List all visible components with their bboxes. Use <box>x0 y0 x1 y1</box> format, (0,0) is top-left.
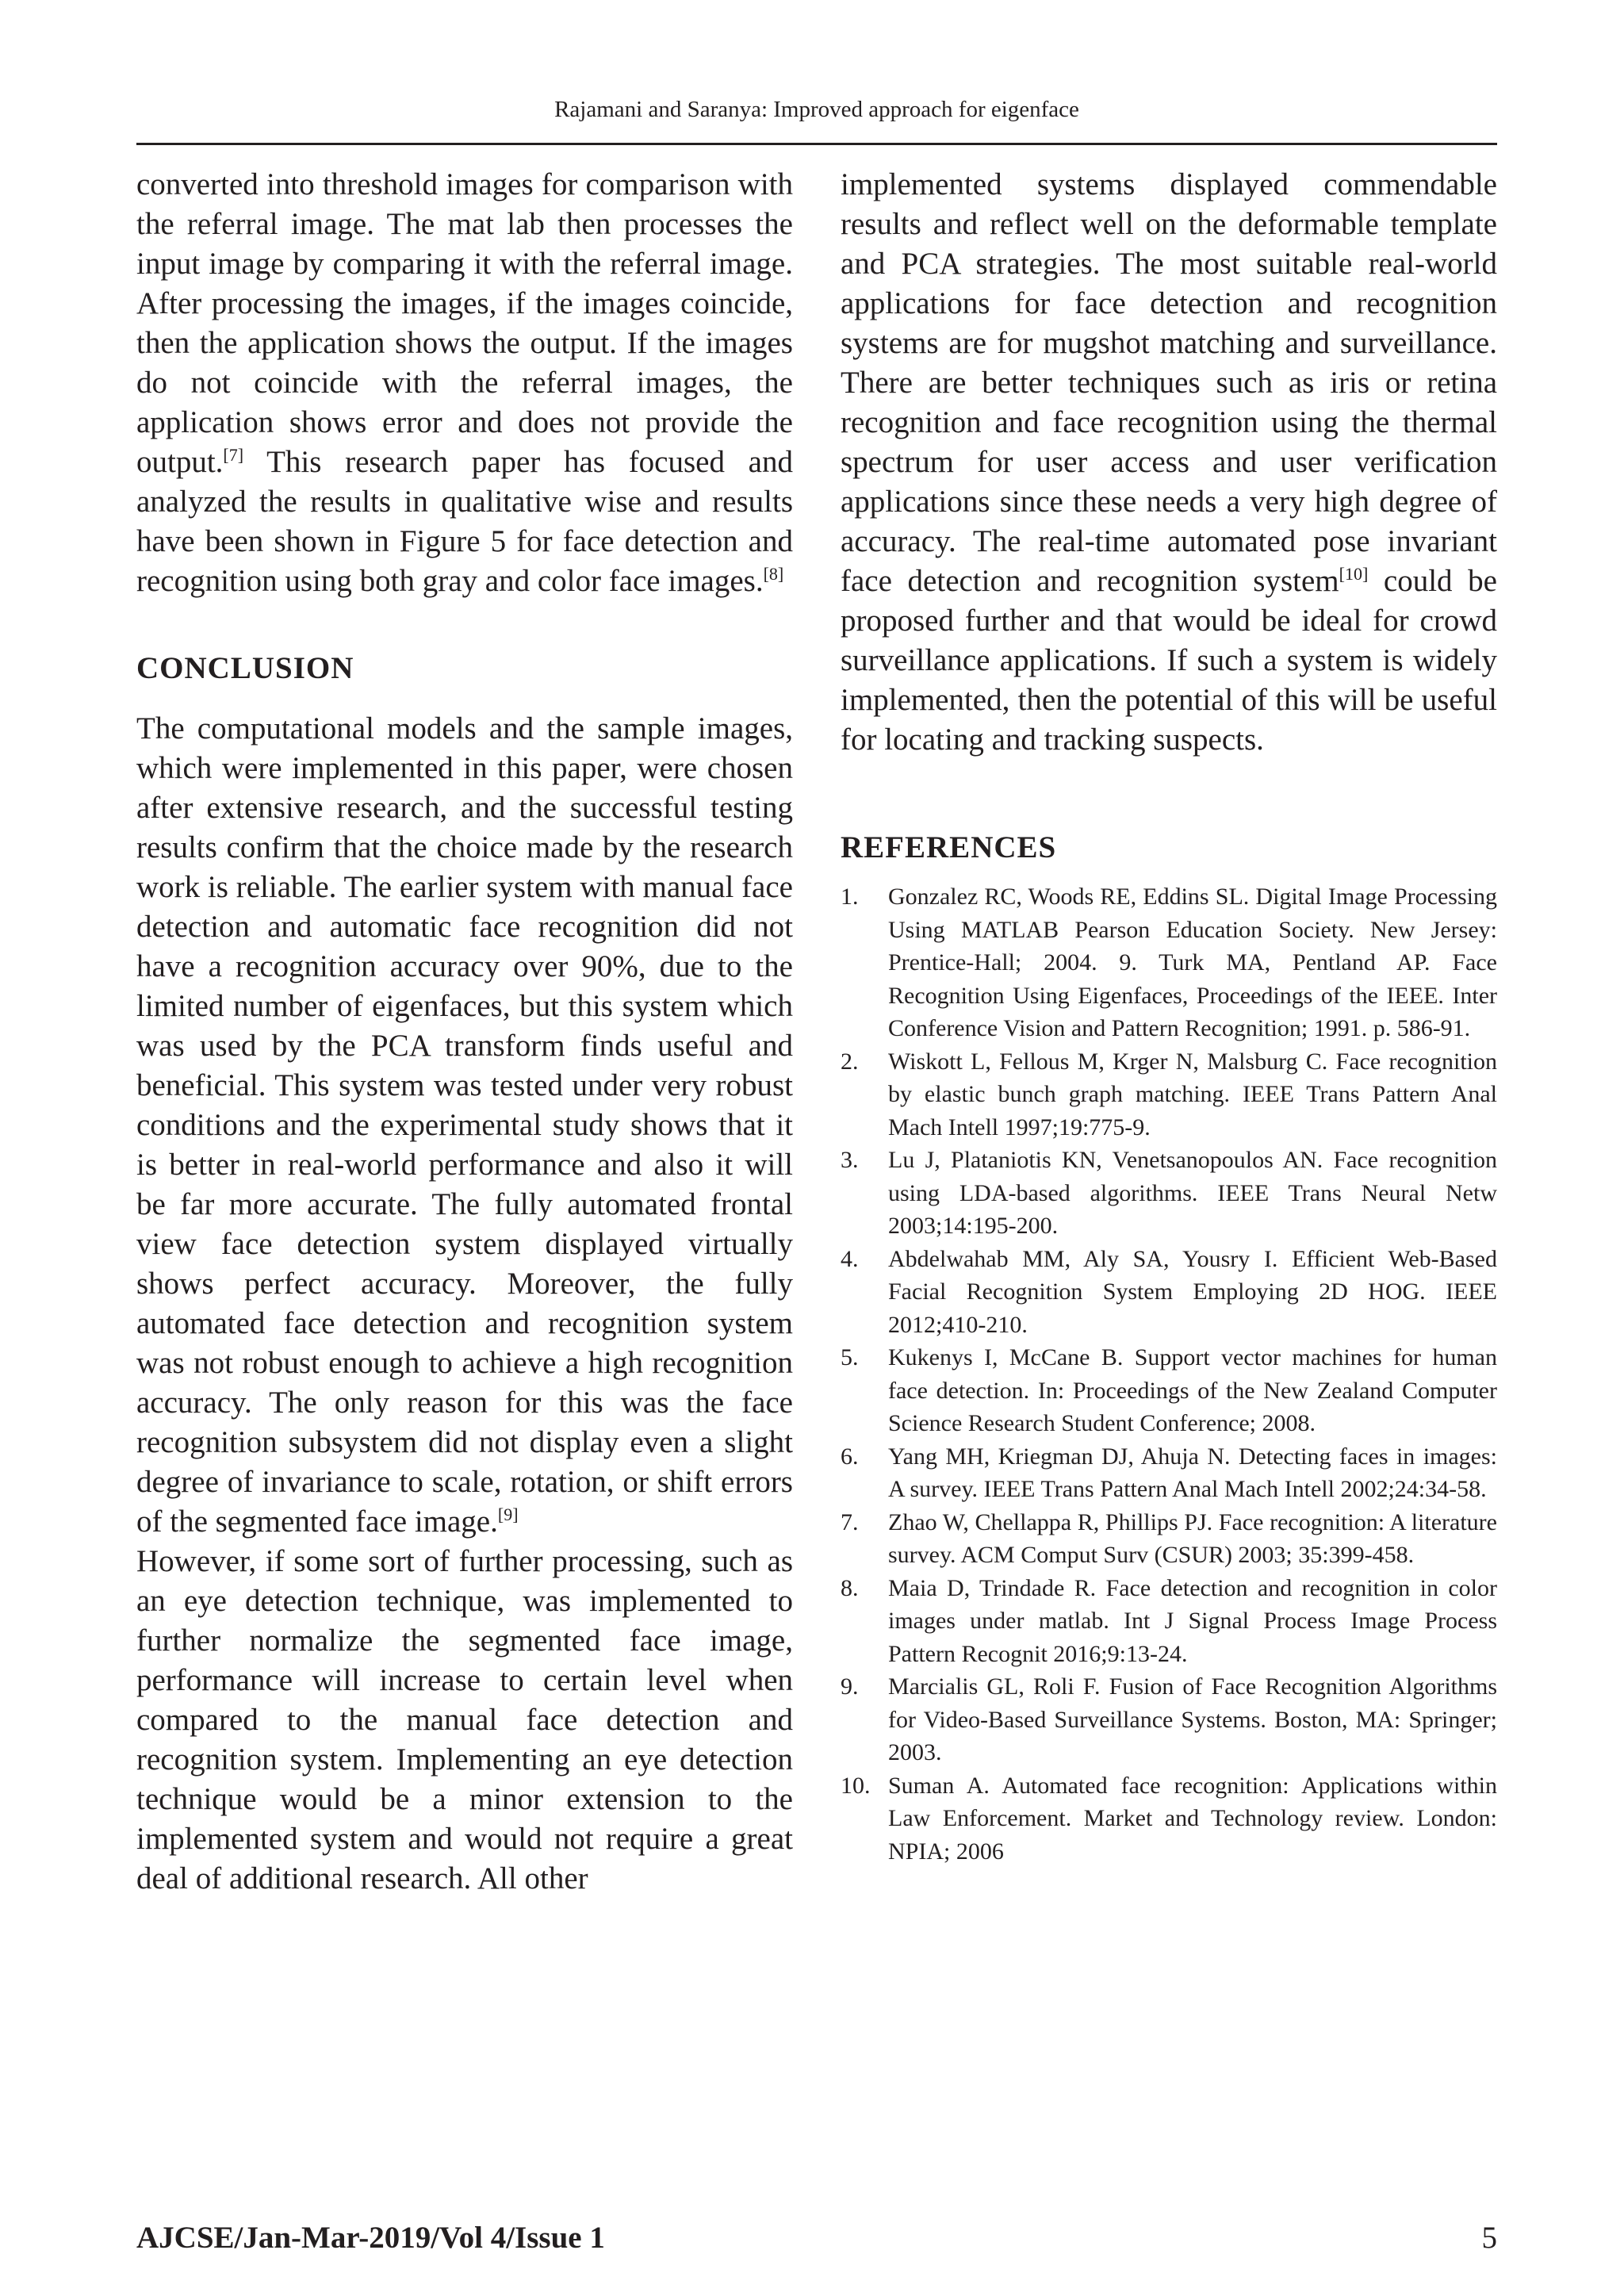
reference-number: 9. <box>841 1673 859 1700</box>
reference-text: Gonzalez RC, Woods RE, Eddins SL. Digital Image Processing Using MATLAB Pearson Education Society. New Jersey: Prentice-Hall; 2004. 9. Turk MA, Pentland AP. Face Recognition Using Eigenfaces, Proceedings of the IEEE. Inter Conference Vision and Pattern Recognition; 1991. p. 586-91. <box>888 884 1497 1041</box>
reference-text: Yang MH, Kriegman DJ, Ahuja N. Detecting faces in images: A survey. IEEE Trans Pattern Anal Mach Intell 2002;24:34-58. <box>888 1443 1497 1502</box>
page-number: 5 <box>1481 2221 1497 2255</box>
body-paragraph <box>136 165 793 601</box>
paragraph-text: could be proposed further and that would be ideal for crowd surveillance applications. If such a system is widely implemented, then the potential of this will be useful for locating and tracking suspects. <box>841 564 1497 757</box>
body-paragraph <box>136 709 793 1542</box>
reference-item <box>841 1243 1497 1342</box>
citation: [9] <box>497 1504 519 1524</box>
reference-text: Suman A. Automated face recognition: Applications within Law Enforcement. Market and Technology review. London: NPIA; 2006 <box>888 1772 1497 1865</box>
body-paragraph: However, if some sort of further processing, such as an eye detection technique, was implemented to further normalize the segmented face image, performance will increase to certain level when compared to the manual face detection and recognition system. Implementing an eye detection technique would be a minor extension to the implemented system and would not require a great deal of additional research. All other <box>136 1544 793 1895</box>
reference-list <box>841 880 1497 1868</box>
reference-text: Kukenys I, McCane B. Support vector machines for human face detection. In: Proceedings of the New Zealand Computer Science Research Student Conference; 2008. <box>888 1344 1497 1436</box>
references-heading: REFERENCES <box>841 830 1057 864</box>
reference-item <box>841 1341 1497 1440</box>
reference-text: Maia D, Trindade R. Face detection and recognition in color images under matlab. Int J Signal Process Image Process Pattern Recognit 2016;9:13-24. <box>888 1574 1497 1667</box>
journal-footer: AJCSE/Jan-Mar-2019/Vol 4/Issue 1 <box>136 2221 605 2255</box>
body-paragraph <box>841 165 1497 760</box>
reference-item <box>841 1440 1497 1506</box>
reference-number: 7. <box>841 1508 859 1535</box>
right-column <box>841 165 1497 1868</box>
reference-item <box>841 1045 1497 1144</box>
reference-number: 3. <box>841 1147 859 1173</box>
citation: [10] <box>1339 564 1369 584</box>
paragraph-text: converted into threshold images for comparison with the referral image. The mat lab then processes the input image by comparing it with the referral image. After processing the images, if the images coincide, then the application shows the output. If the images do not coincide with the referral images, the application shows error and does not provide the output. <box>136 167 793 479</box>
reference-item <box>841 1506 1497 1572</box>
running-header: Rajamani and Saranya: Improved approach for eigenface <box>554 97 1079 122</box>
left-column <box>136 165 793 1899</box>
reference-text: Lu J, Plataniotis KN, Venetsanopoulos AN. Face recognition using LDA-based algorithms. IEEE Trans Neural Netw 2003;14:195-200. <box>888 1147 1497 1239</box>
paragraph-text: implemented systems displayed commendable results and reflect well on the deformable template and PCA strategies. The most suitable real-world applications for face detection and recognition systems are for mugshot matching and surveillance. There are better techniques such as iris or retina recognition and face recognition using the thermal spectrum for user access and user verification applications since these needs a very high degree of accuracy. The real-time automated pose invariant face detection and recognition system <box>841 167 1497 598</box>
citation: [8] <box>763 564 784 584</box>
reference-text: Zhao W, Chellappa R, Phillips PJ. Face recognition: A literature survey. ACM Comput Surv (CSUR) 2003; 35:399-458. <box>888 1508 1497 1568</box>
reference-text: Marcialis GL, Roli F. Fusion of Face Recognition Algorithms for Video-Based Surveillance Systems. Boston, MA: Springer; 2003. <box>888 1673 1497 1765</box>
paragraph-text: The computational models and the sample images, which were implemented in this paper, were chosen after extensive research, and the successful testing results confirm that the choice made by the research work is reliable. The earlier system with manual face detection and automatic face recognition did not have a recognition accuracy over 90%, due to the limited number of eigenfaces, but this system which was used by the PCA transform finds useful and beneficial. This system was tested under very robust conditions and the experimental study shows that it is better in real-world performance and also it will be far more accurate. The fully automated frontal view face detection system displayed virtually shows perfect accuracy. Moreover, the fully automated face detection and recognition system was not robust enough to achieve a high recognition accuracy. The only reason for this was the face recognition subsystem did not display even a slight degree of invariance to scale, rotation, or shift errors of the segmented face image. <box>136 711 793 1539</box>
reference-number: 5. <box>841 1344 859 1370</box>
reference-number: 10. <box>841 1772 871 1799</box>
reference-number: 8. <box>841 1574 859 1601</box>
reference-item <box>841 1572 1497 1671</box>
reference-number: 1. <box>841 884 859 910</box>
reference-number: 2. <box>841 1048 859 1075</box>
conclusion-heading: CONCLUSION <box>136 651 354 685</box>
reference-item <box>841 1144 1497 1243</box>
reference-item <box>841 1769 1497 1869</box>
reference-text: Wiskott L, Fellous M, Krger N, Malsburg C. Face recognition by elastic bunch graph matching. IEEE Trans Pattern Anal Mach Intell 1997;19:775-9. <box>888 1048 1497 1140</box>
reference-number: 4. <box>841 1245 859 1272</box>
header-rule <box>136 143 1497 145</box>
reference-item <box>841 880 1497 1045</box>
reference-item <box>841 1670 1497 1769</box>
citation: [7] <box>223 445 244 465</box>
paragraph-text: This research paper has focused and analyzed the results in qualitative wise and results have been shown in Figure 5 for face detection and recognition using both gray and color face images. <box>136 445 793 598</box>
reference-number: 6. <box>841 1443 859 1470</box>
reference-text: Abdelwahab MM, Aly SA, Yousry I. Efficient Web-Based Facial Recognition System Employing 2D HOG. IEEE 2012;410-210. <box>888 1245 1497 1338</box>
